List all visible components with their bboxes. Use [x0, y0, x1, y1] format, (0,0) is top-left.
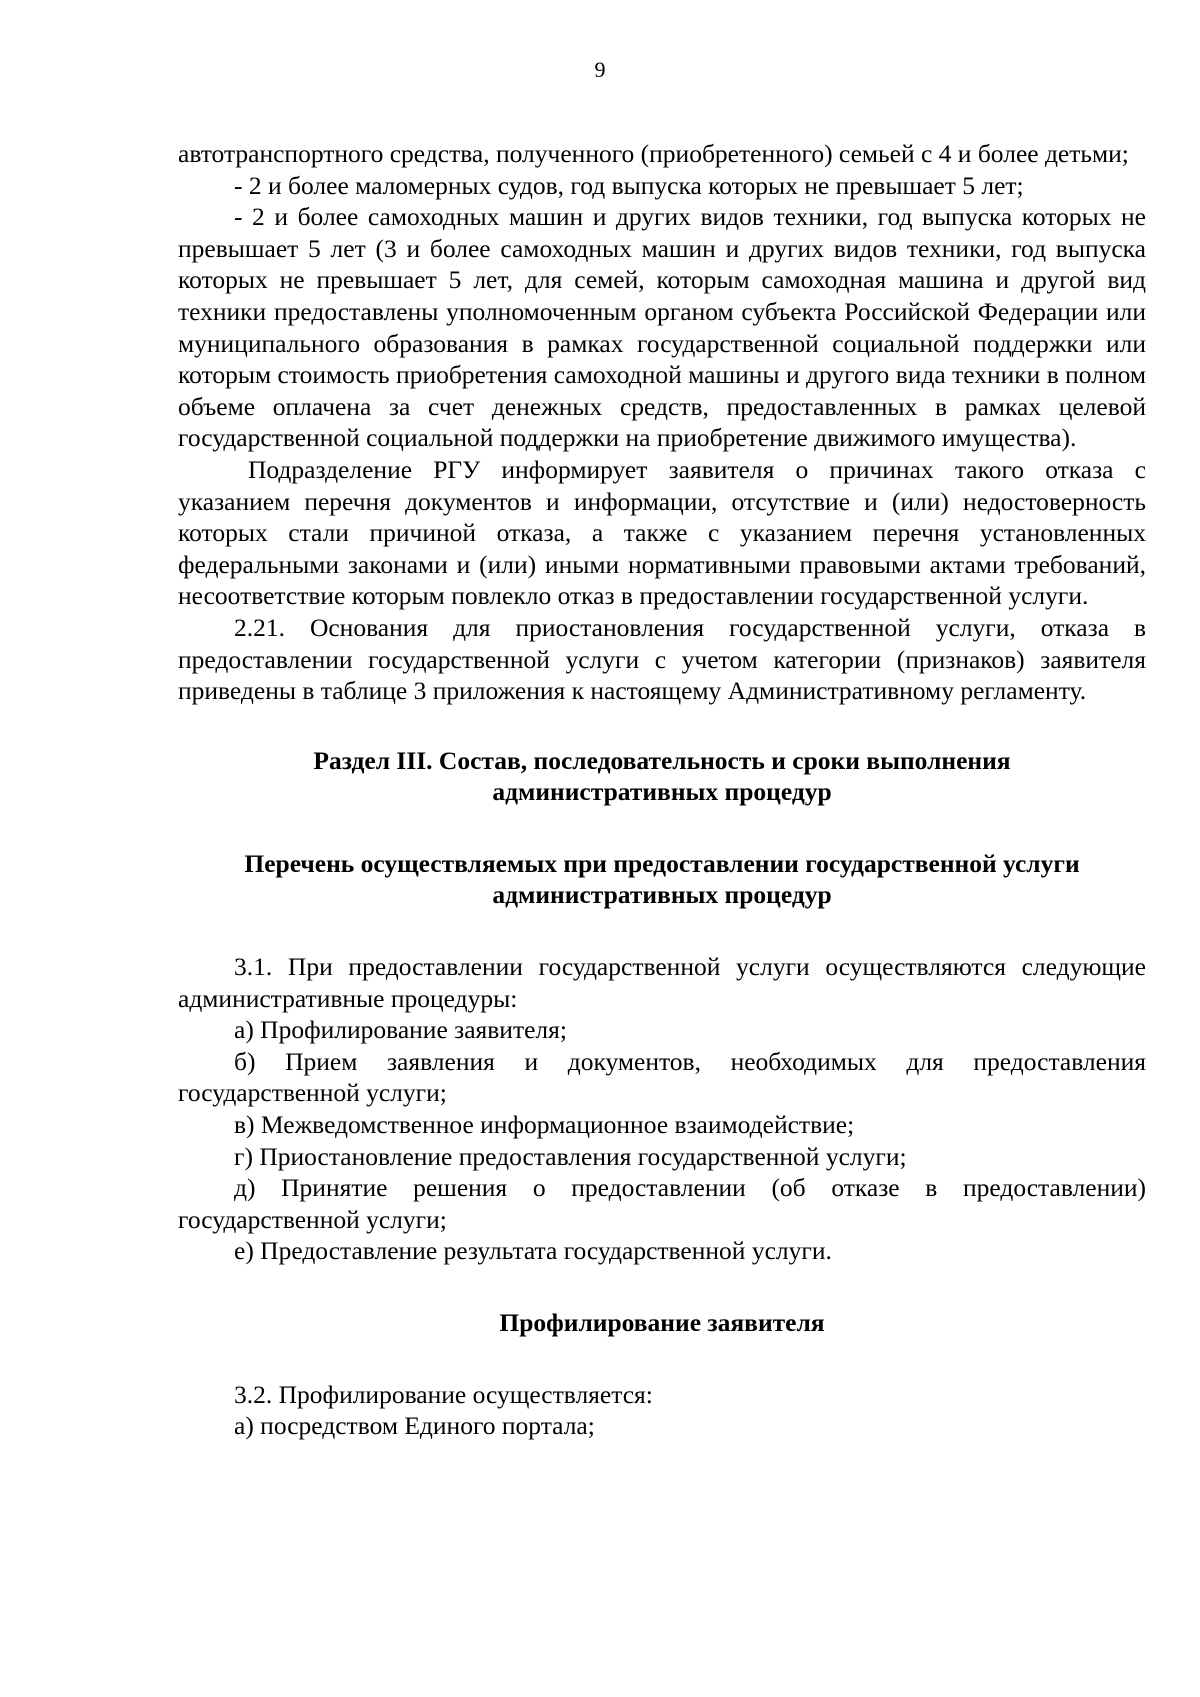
profile-heading: Профилирование заявителя	[499, 1308, 825, 1337]
subsection-heading-line-1: Перечень осуществляемых при предоставлении государственной услуги	[244, 848, 1080, 878]
section-heading-line-1: Раздел III. Состав, последовательность и сроки выполнения	[313, 745, 1011, 775]
list-item-procedure-b: б) Прием заявления и документов, необходимых для предоставления государственной услуги;	[178, 1046, 1146, 1108]
list-item-procedure-e: д) Принятие решения о предоставлении (об отказе в предоставлении) государственной услуги;	[178, 1173, 1146, 1234]
list-item-procedure-c: в) Межведомственное информационное взаимодействие;	[234, 1110, 855, 1140]
document-body	[178, 138, 1146, 1442]
paragraph-small-vessels: - 2 и более маломерных судов, год выпуска которых не превышает 5 лет;	[234, 170, 1024, 200]
list-item-procedure-f: е) Предоставление результата государственной услуги.	[234, 1236, 832, 1266]
list-item-procedure-a: а) Профилирование заявителя;	[234, 1015, 567, 1045]
list-item-procedure-d: г) Приостановление предоставления государственной услуги;	[234, 1141, 907, 1171]
section-heading	[178, 745, 1146, 808]
paragraph-rgu-informs: Подразделение РГУ информирует заявителя о причинах такого отказа с указанием перечня документов и информации, отсутствие и (или) недостоверность которых стали причиной отказа, а также с указанием перечня установленных федеральными законами и (или) иными нормативными правовыми актами требований, несоответствие которым повлекло отказ в предоставлении государственной услуги.	[178, 454, 1146, 611]
subsection-heading	[178, 848, 1146, 911]
page-number: 9	[594, 57, 606, 82]
paragraph-3-1: 3.1. При предоставлении государственной услуги осуществляются следующие административные процедуры:	[178, 952, 1146, 1013]
paragraph-3-2: 3.2. Профилирование осуществляется:	[234, 1379, 653, 1409]
paragraph-self-propelled-machines: - 2 и более самоходных машин и других видов техники, год выпуска которых не превышает 5 лет (3 и более самоходных машин и других видов техники, год выпуска которых не превышает 5 лет, для семей, которым самоходная машина и другой вид техники предоставлены уполномоченным органом субъекта Российской Федерации или муниципального образования в рамках государственной социальной поддержки или которым стоимость приобретения самоходной машины и другого вида техники в полном объеме оплачена за счет денежных средств, предоставленных в рамках целевой государственной социальной поддержки на приобретение движимого имущества).	[178, 202, 1146, 453]
list-item-profile-a: а) посредством Единого портала;	[234, 1411, 595, 1441]
paragraph-vehicle-continuation: автотранспортного средства, полученного (приобретенного) семьей с 4 и более детьми;	[178, 139, 1129, 168]
subsection-heading-line-2: административных процедур	[492, 880, 832, 910]
paragraph-2-21: 2.21. Основания для приостановления государственной услуги, отказа в предоставлении государственной услуги с учетом категории (признаков) заявителя приведены в таблице 3 приложения к настоящему Административному регламенту.	[178, 612, 1146, 706]
section-heading-line-2: административных процедур	[492, 777, 832, 807]
